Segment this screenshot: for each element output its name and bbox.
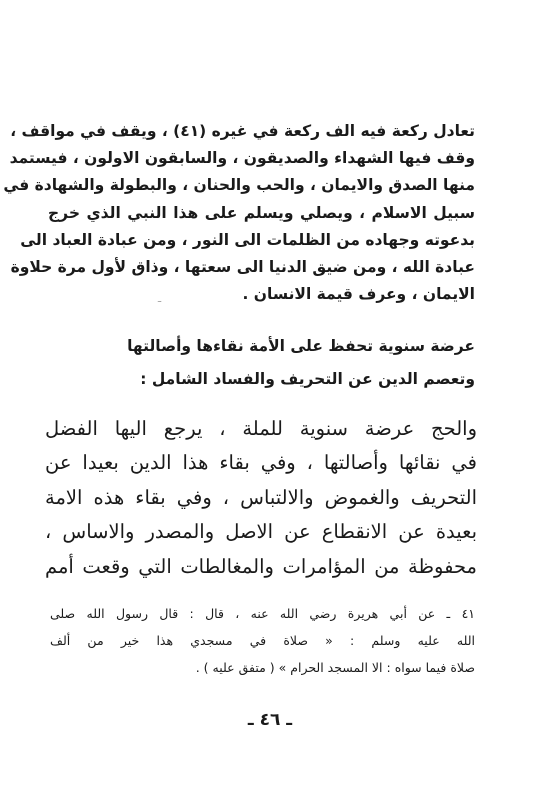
main-line: منها الصدق والايمان ، والحب والحنان ، والبطولة والشهادة في [3,176,475,195]
footnote [50,600,475,681]
body-line: محفوظة من المؤامرات والمغالطات التي وقعت أمم [45,554,477,578]
main-line: سبيل الاسلام ، ويصلي ويسلم على هذا النبي الذي خرج [48,203,475,222]
main-line: عبادة الله ، ومن ضيق الدنيا الى سعتها ، وذاق لأول مرة حلاوة [10,257,475,276]
body-line: في نقائها وأصالتها ، وفي بقاء هذا الدين بعيدا عن [45,451,477,475]
main-paragraph [3,118,475,308]
main-line: وقف فيها الشهداء والصديقون ، والسابقون الاولون ، فيستمد [9,149,475,168]
footnote-line: صلاة فيما سواه : الا المسجد الحرام » ( متفق عليه ) . [195,660,475,675]
main-line: بدعوته وجهاده من الظلمات الى النور ، ومن عبادة العباد الى [20,230,475,249]
footnote-line: ٤١ ـ عن أبي هريرة رضي الله عنه ، قال : قال رسول الله صلى [50,606,475,621]
heading-line: عرضة سنوية تحفظ على الأمة نقاءها وأصالتها [127,337,475,355]
main-line: تعادل ركعة فيه الف ركعة في غيره (٤١) ، ويقف في مواقف ، [10,122,475,140]
body-line: بعيدة عن الانقطاع عن الاصل والمصدر والاساس ، [45,520,477,544]
body-paragraph [45,412,477,584]
section-heading [127,330,475,396]
footnote-line: الله عليه وسلم : « صلاة في مسجدي هذا خير من ألف [50,633,475,648]
body-line: التحريف والغموض والالتباس ، وفي بقاء هذه الامة [45,485,477,509]
heading-line: وتعصم الدين عن التحريف والفساد الشامل : [140,370,475,388]
body-line: والحج عرضة سنوية للملة ، يرجع اليها الفضل [45,417,477,440]
page-number: ـ ٤٦ ـ [247,710,293,730]
main-line: الايمان ، وعرف قيمة الانسان . [242,285,475,304]
